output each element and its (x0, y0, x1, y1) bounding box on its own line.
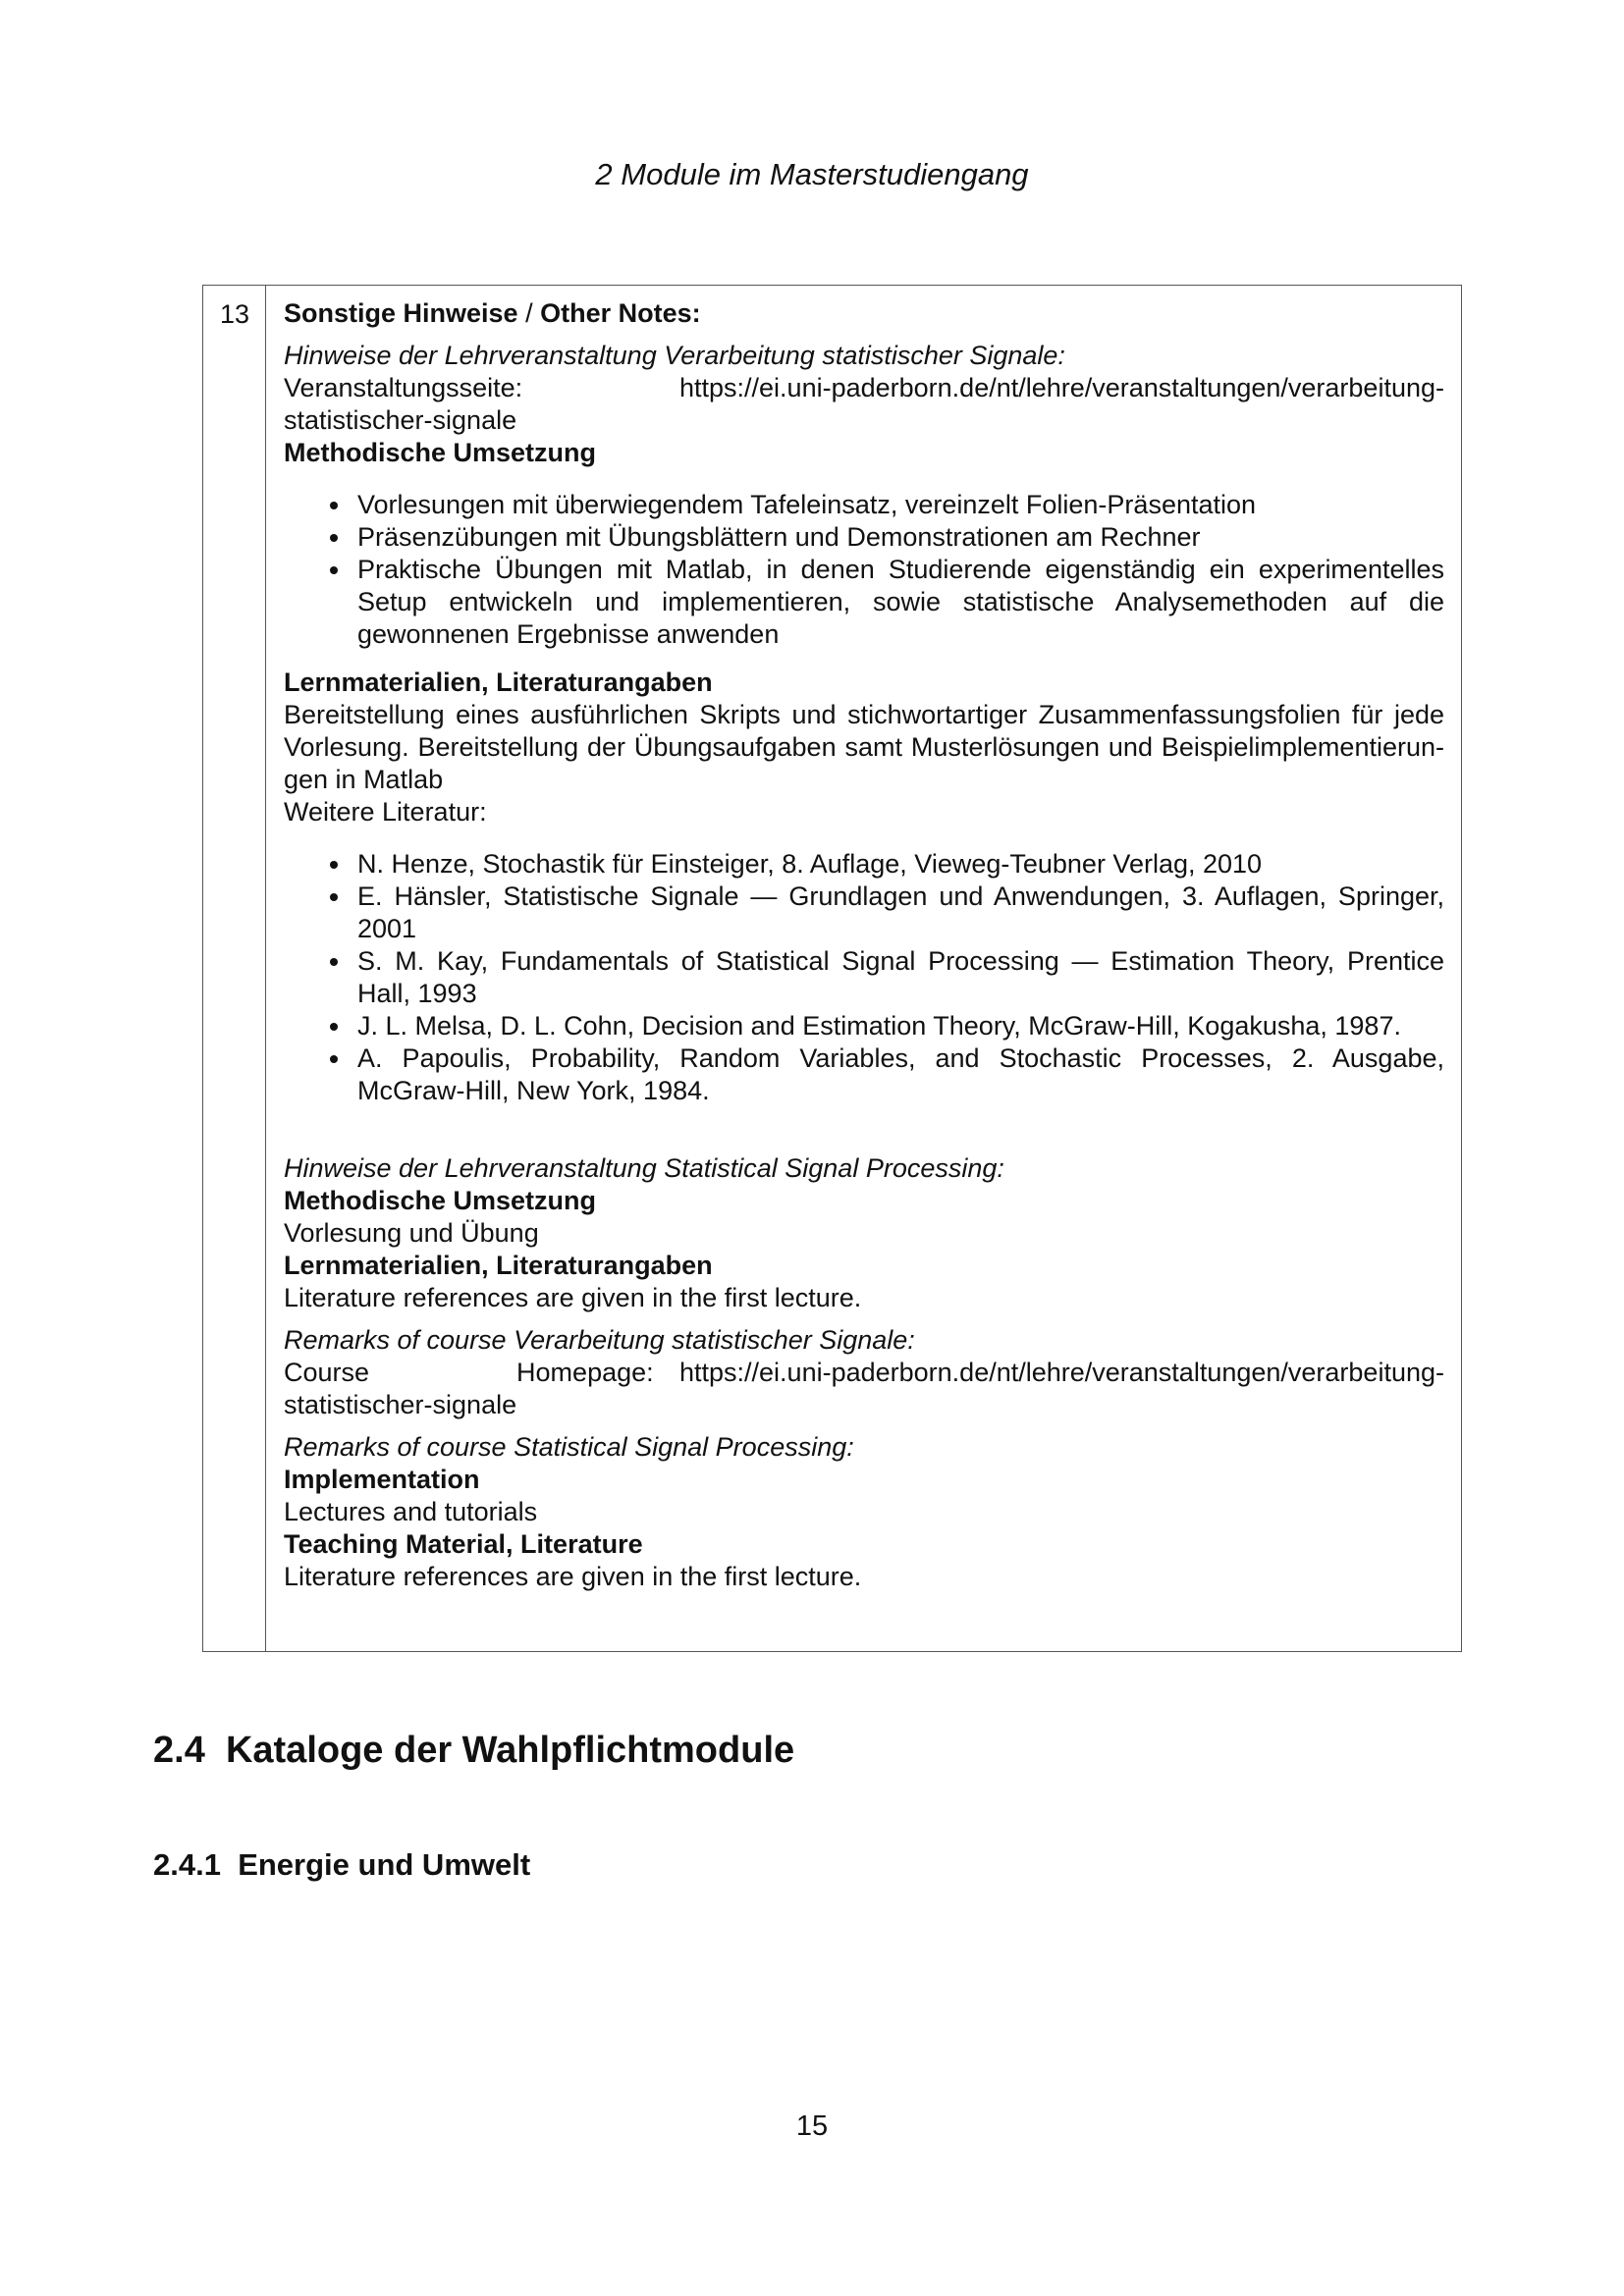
vss-material-text: Bereitstellung eines ausführlichen Skripts und stichwortartiger Zusammenfassungsfolien für jede Vorlesung. Bereitstellung der Übungsaufgaben samt Musterlösungen und Beispielimplementierun-gen in Matlab (284, 700, 1444, 794)
ssp-en-material-text: Literature references are given in the first lecture. (284, 1562, 862, 1591)
list-item: S. M. Kay, Fundamentals of Statistical Signal Processing — Estimation Theory, Prentice Hall, 1993 (284, 945, 1444, 1010)
vss-material-heading: Lernmaterialien, Literaturangaben (284, 667, 713, 697)
row-number-cell (203, 286, 266, 1651)
list-item: Vorlesungen mit überwiegendem Tafeleinsatz, vereinzelt Folien-Präsentation (284, 489, 1444, 521)
list-item: A. Papoulis, Probability, Random Variables, and Stochastic Processes, 2. Ausgabe, McGraw-Hill, New York, 1984. (284, 1042, 1444, 1107)
ssp-en-impl-heading: Implementation (284, 1465, 480, 1494)
ssp-de-title: Hinweise der Lehrveranstaltung Statistical Signal Processing: (284, 1153, 1004, 1183)
ssp-de-method-heading: Methodische Umsetzung (284, 1186, 597, 1215)
running-header: 2 Module im Masterstudiengang (595, 157, 1029, 191)
vss-title: Hinweise der Lehrveranstaltung Verarbeitung statistischer Signale: (284, 341, 1065, 370)
list-item: E. Hänsler, Statistische Signale — Grundlagen und Anwendungen, 3. Auflagen, Springer, 2001 (284, 881, 1444, 945)
vss-en-label-word2: Homepage: (516, 1358, 654, 1387)
vss-en-label-word1: Course (284, 1358, 370, 1387)
ssp-de-material-heading: Lernmaterialien, Literaturangaben (284, 1251, 713, 1280)
ssp-de-material-text: Literature references are given in the first lecture. (284, 1283, 862, 1312)
ssp-de-method-text: Vorlesung und Übung (284, 1218, 539, 1248)
vss-page-url-cont[interactable]: statistischer-signale (284, 405, 517, 435)
notes-heading: Sonstige Hinweise / Other Notes: (284, 298, 701, 328)
ssp-en-material-heading: Teaching Material, Literature (284, 1529, 643, 1559)
section-title: 2.4 Kataloge der Wahlpflichtmodule (153, 1730, 795, 1771)
list-item: J. L. Melsa, D. L. Cohn, Decision and Estimation Theory, McGraw-Hill, Kogakusha, 1987. (284, 1010, 1444, 1042)
vss-page-label: Veranstaltungsseite: (284, 373, 523, 402)
vss-en-homepage-url[interactable]: https://ei.uni-paderborn.de/nt/lehre/veranstaltungen/verarbeitung- (679, 1358, 1444, 1387)
ssp-en-impl-text: Lectures and tutorials (284, 1497, 538, 1526)
page-number: 15 (795, 2110, 829, 2142)
vss-en-homepage-line (284, 1357, 1444, 1389)
vss-further-label: Weitere Literatur: (284, 797, 487, 827)
row-number: 13 (219, 299, 250, 329)
notes-content (284, 297, 1444, 1593)
vss-page-url[interactable]: https://ei.uni-paderborn.de/nt/lehre/veranstaltungen/verarbeitung- (679, 373, 1444, 402)
subsection-title: 2.4.1 Energie und Umwelt (153, 1847, 531, 1882)
vss-en-title: Remarks of course Verarbeitung statistischer Signale: (284, 1325, 915, 1355)
vss-page-line (284, 372, 1444, 404)
list-item: N. Henze, Stochastik für Einsteiger, 8. Auflage, Vieweg-Teubner Verlag, 2010 (284, 848, 1444, 881)
vss-literature-list (284, 848, 1444, 1107)
vss-method-heading: Methodische Umsetzung (284, 438, 597, 467)
list-item: Präsenzübungen mit Übungsblättern und Demonstrationen am Rechner (284, 521, 1444, 554)
notes-table (202, 285, 1462, 1652)
ssp-en-title: Remarks of course Statistical Signal Processing: (284, 1432, 854, 1462)
vss-method-list (284, 489, 1444, 651)
list-item: Praktische Übungen mit Matlab, in denen Studierende eigenständig ein experimentelles Setup entwickeln und implementieren, sowie statistische Analysemethoden auf die gewonnenen Ergebnisse anwenden (284, 554, 1444, 651)
vss-en-homepage-url-cont[interactable]: statistischer-signale (284, 1390, 517, 1419)
